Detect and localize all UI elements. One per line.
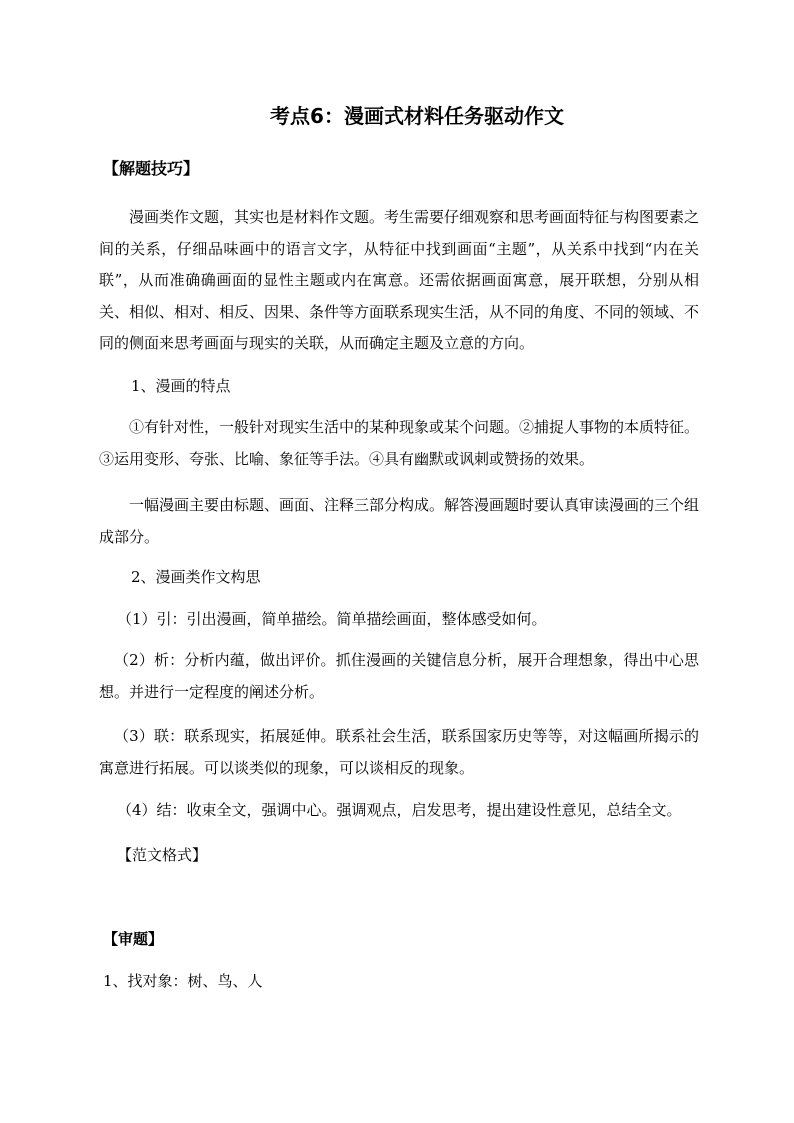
page-title: 考点6：漫画式材料任务驱动作文 [270,104,564,128]
section-heading-sample: 【范文格式】 [117,846,208,864]
step-2: （2）析：分析内蕴，做出评价。抓住漫画的关键信息分析，展开合理想象，得出中心思想。并进行一定程度的阐述分析。 [99,651,699,701]
point1-note: 一幅漫画主要由标题、画面、注释三部分构成。解答漫画题时要认真审读漫画的三个组成部分。 [99,496,700,546]
review-item-1: 1、找对象：树、鸟、人 [103,972,263,990]
section-heading-review: 【审题】 [103,930,164,948]
point1-title: 1、漫画的特点 [131,377,231,395]
step-4: （4）结：收束全文，强调中心。强调观点，启发思考，提出建设性意见，总结全文。 [117,801,682,819]
point1-body: ①有针对性，一般针对现实生活中的某种现象或某个问题。②捕捉人事物的本质特征。③运用变形、夸张、比喻、象征等手法。④具有幽默或讽刺或赞扬的效果。 [99,418,700,468]
section-heading-tips: 【解题技巧】 [103,159,200,178]
step-3: （3）联：联系现实，拓展延伸。联系社会生活，联系国家历史等等，对这幅画所揭示的寓意进行拓展。可以谈类似的现象，可以谈相反的现象。 [99,727,699,777]
step-1: （1）引：引出漫画，简单描绘。简单描绘画面，整体感受如何。 [117,610,547,628]
point2-title: 2、漫画类作文构思 [131,568,261,586]
intro-paragraph: 漫画类作文题，其实也是材料作文题。考生需要仔细观察和思考画面特征与构图要素之间的关系，仔细品味画中的语言文字，从特征中找到画面“主题”，从关系中找到“内在关联”，从而准确确画面的显性主题或内在寓意。还需依据画面寓意，展开联想，分别从相关、相似、相对、相反、因果、条件等方面联系现实生活，从不同的角度、不同的领域、不同的侧面来思考画面与现实的关联，从而确定主题及立意的方向。 [99,208,700,352]
